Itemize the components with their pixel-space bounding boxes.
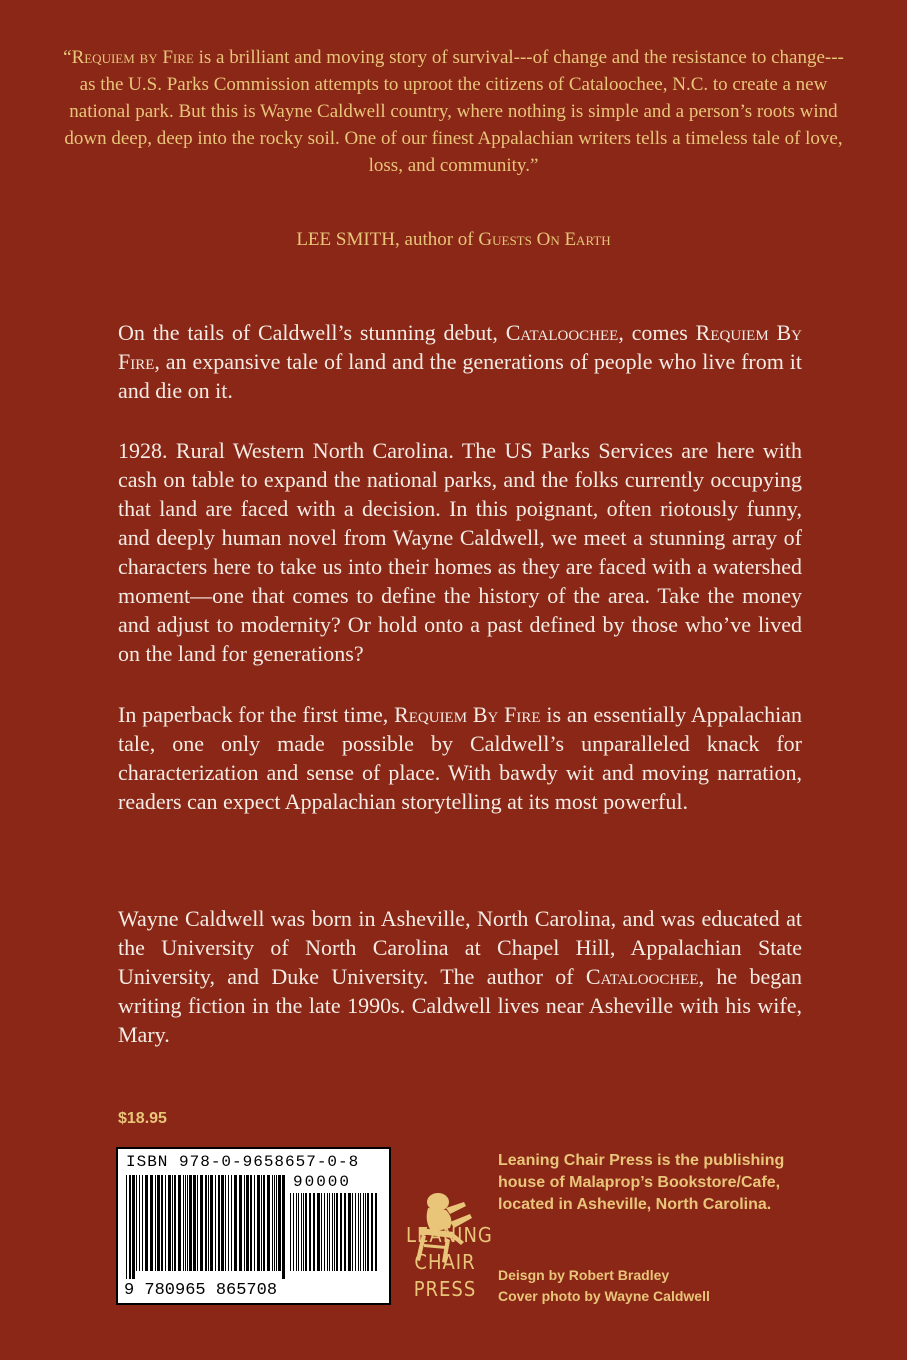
barcode-bar — [313, 1193, 315, 1271]
endorsement-attribution — [60, 229, 847, 251]
barcode-bar — [274, 1175, 275, 1271]
p1-text-a: On the tails of Caldwell’s stunning debut, — [118, 320, 506, 345]
barcode-bar — [336, 1193, 338, 1271]
barcode-bar — [225, 1175, 226, 1271]
p3-text-b: is an essentially Appalachian tale, one only made possible by Caldwell’s unparalleled knack for characterization and sense of place. With bawdy wit and moving narration, readers can expect Appalachian storytelling at its most powerful. — [118, 702, 803, 814]
barcode-bar — [142, 1175, 143, 1271]
attribution-middle: , author of — [395, 229, 479, 250]
p1-text-c: , an expansive tale of land and the generations of people who live from it and die on it. — [118, 349, 802, 403]
barcode-bar — [221, 1175, 224, 1271]
barcode-bar — [200, 1175, 203, 1271]
barcode-bar — [329, 1193, 330, 1271]
barcode-bar — [150, 1175, 153, 1271]
barcode-bar — [282, 1175, 285, 1279]
isbn-label: ISBN 978-0-9658657-0-8 — [126, 1153, 360, 1171]
bio-book-cataloochee: Cataloochee — [585, 964, 699, 989]
barcode-bar — [278, 1175, 281, 1271]
barcode-bar — [309, 1193, 311, 1271]
p3-text-a: In paperback for the first time, — [118, 702, 395, 727]
barcode-bar — [348, 1193, 351, 1271]
barcode-bar — [360, 1193, 361, 1271]
barcode-bar — [197, 1175, 198, 1271]
barcode-bar — [165, 1175, 166, 1271]
endorsement-quote — [60, 44, 847, 179]
barcode-bars-main — [126, 1175, 288, 1279]
barcode-bar — [324, 1193, 325, 1271]
quote-open: “ — [63, 47, 72, 68]
barcode-bar — [129, 1175, 131, 1279]
barcode-bar — [187, 1175, 188, 1271]
barcode-bar — [296, 1193, 297, 1271]
attribution-author: LEE SMITH — [296, 229, 396, 250]
description-paragraph-1 — [118, 318, 802, 405]
barcode-bar — [126, 1175, 127, 1279]
barcode-bar — [363, 1193, 364, 1271]
barcode-bar — [358, 1193, 359, 1271]
barcode-bar — [250, 1175, 252, 1271]
barcode-bar — [234, 1175, 237, 1271]
price: $18.95 — [118, 1110, 167, 1127]
design-credit: Deisgn by Robert Bradley — [498, 1267, 670, 1283]
publisher-info: Leaning Chair Press is the publishing house of Malaprop’s Bookstore/Cafe, located in Asheville, North Carolina. — [498, 1152, 785, 1213]
description-paragraph-3 — [118, 700, 802, 816]
p2-text: 1928. Rural Western North Carolina. The US Parks Services are here with cash on table to expand the national parks, and the folks currently occupying that land are faced with a decision. In this poignant, often riotously funny, and deeply human novel from Wayne Caldwell, we meet a stunning array of characters here to take us into their homes as they are faced with a watershed moment—one that comes to define the history of the area. Take the money and adjust to modernity? Or hold onto a past defined by those who’ve lived on the land for generations? — [118, 438, 802, 666]
barcode-bar — [365, 1193, 366, 1271]
barcode-bar — [155, 1175, 156, 1271]
p3-book-requiem: Requiem By Fire — [394, 702, 541, 727]
logo-line-press: PRESS — [413, 1277, 477, 1301]
barcode-bar — [231, 1175, 232, 1271]
description-paragraph-2 — [118, 436, 802, 668]
barcode-bar — [352, 1193, 353, 1271]
barcode-bar — [355, 1193, 356, 1271]
bio-text-a: Wayne Caldwell was born in Asheville, North Carolina, and was educated at the University of North Carolina at Chapel Hill, Appalachian State University, and Duke University. The author of — [118, 906, 802, 989]
barcode-bar — [157, 1175, 160, 1271]
isbn-digits: 9 780965 865708 — [124, 1281, 278, 1300]
logo-line-chair: CHAIR — [414, 1250, 476, 1274]
barcode-bar — [367, 1193, 369, 1271]
barcode-bar — [161, 1175, 163, 1271]
addon-code: 90000 — [293, 1173, 352, 1191]
barcode-bar — [185, 1175, 186, 1271]
barcode-bar — [189, 1175, 192, 1271]
barcode-bar — [267, 1175, 270, 1271]
barcode-bar — [136, 1175, 137, 1271]
barcode-bars-addon — [290, 1193, 382, 1279]
barcode-bar — [244, 1175, 245, 1271]
barcode-bar — [145, 1175, 148, 1271]
barcode-bar — [168, 1175, 171, 1271]
barcode-bar — [257, 1175, 260, 1271]
barcode-bar — [344, 1193, 346, 1271]
barcode-bar — [205, 1175, 207, 1271]
barcode-bar — [293, 1193, 294, 1271]
barcode-bar — [290, 1193, 291, 1271]
barcode-bar — [276, 1175, 277, 1271]
barcode-bar — [172, 1175, 173, 1271]
barcode-bar — [208, 1175, 209, 1271]
barcode-bar — [327, 1193, 328, 1271]
p1-book-cataloochee: Cataloochee — [505, 320, 619, 345]
p1-book-requiem: Requiem By Fire — [118, 320, 802, 374]
photo-credit: Cover photo by Wayne Caldwell — [498, 1288, 710, 1304]
barcode-bar — [340, 1193, 342, 1271]
barcode-bar — [261, 1175, 262, 1271]
barcode-bar — [334, 1193, 335, 1271]
bio-text-b: , he began writing fiction in the late 1990s. Caldwell lives near Asheville with his wife, Mary. — [118, 964, 803, 1047]
quote-book-title: Requiem by Fire — [71, 47, 194, 68]
barcode-bar — [183, 1175, 184, 1271]
barcode-bar — [139, 1175, 140, 1271]
logo-line-leaning: LEANING — [406, 1223, 493, 1247]
barcode-bar — [321, 1193, 322, 1271]
credits — [498, 1265, 710, 1307]
publisher-logo-text — [406, 1222, 493, 1303]
barcode-bar — [332, 1193, 333, 1271]
barcode-bar — [303, 1193, 304, 1271]
barcode-bar — [174, 1175, 176, 1271]
quote-text: is a brilliant and moving story of survival---of change and the resistance to change---as the U.S. Parks Commission attempts to uproot the citizens of Cataloochee, N.C. to create a new national park. But this is Wayne Caldwell country, where nothing is simple and a person’s roots wind down deep, deep into the rocky soil. One of our finest Appalachian writers tells a timeless tale of love, loss, and community.” — [64, 47, 844, 176]
barcode-bar — [375, 1193, 377, 1271]
barcode-bar — [317, 1193, 320, 1271]
p1-text-b: , comes — [618, 320, 696, 345]
barcode-bar — [254, 1175, 255, 1271]
barcode-bar — [298, 1193, 299, 1271]
barcode-bar — [263, 1175, 265, 1271]
barcode-bar — [305, 1193, 307, 1271]
barcode-bar — [215, 1175, 216, 1271]
barcode-bar — [301, 1193, 302, 1271]
barcode-bar — [193, 1175, 196, 1271]
barcode-bar — [178, 1175, 181, 1271]
barcode-bar — [371, 1193, 373, 1271]
attribution-book: Guests On Earth — [478, 229, 611, 250]
barcode-bar — [246, 1175, 249, 1271]
barcode-bar — [272, 1175, 273, 1271]
barcode-bar — [210, 1175, 213, 1271]
barcode-bar — [132, 1175, 135, 1279]
barcode-bar — [218, 1175, 220, 1271]
isbn-barcode — [116, 1147, 391, 1305]
barcode-bar — [228, 1175, 229, 1271]
author-bio — [118, 904, 802, 1049]
barcode-bar — [239, 1175, 242, 1271]
